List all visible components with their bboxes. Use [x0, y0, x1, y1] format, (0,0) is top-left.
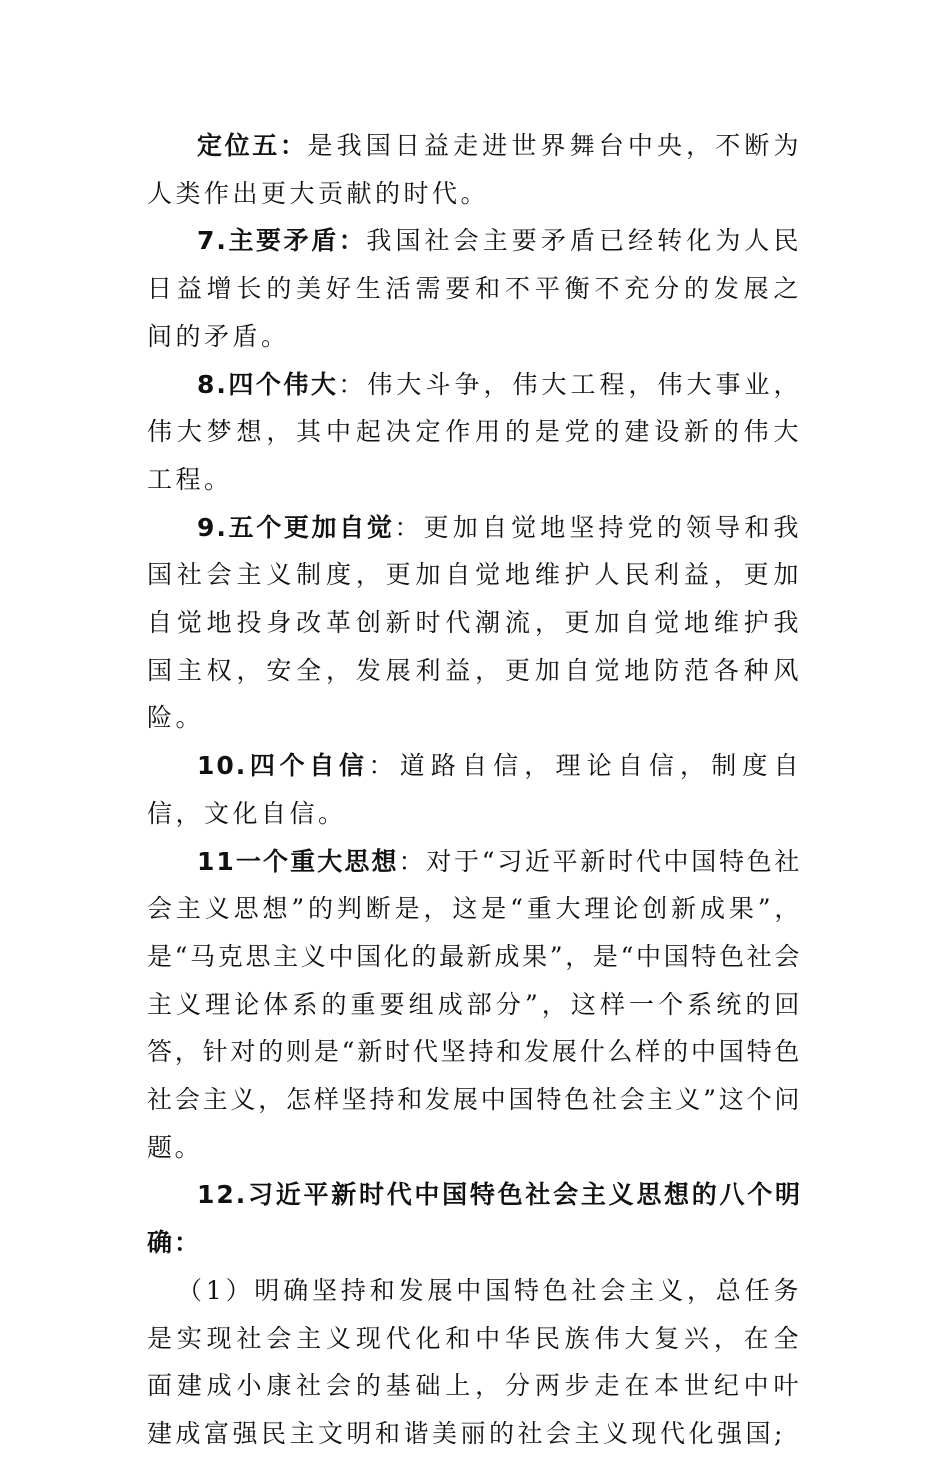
paragraph-body: 我国社会主要矛盾已经转化为人民日益增长的美好生活需要和不平衡不充分的发展之间的矛盾。 [147, 226, 802, 351]
paragraph-eight-clarifications-heading [147, 1171, 802, 1266]
paragraph-four-confidences [147, 742, 802, 837]
paragraph-body: ：对于“习近平新时代中国特色社会主义思想”的判断是，这是“重大理论创新成果”，是“马克思主义中国化的最新成果”，是“中国特色社会主义理论体系的重要组成部分”，这样一个系统的回答，针对的则是“新时代坚持和发展什么样的中国特色社会主义，怎样坚持和发展中国特色社会主义”这个问题。 [147, 846, 802, 1162]
paragraph-body: ：道路自信，理论自信，制度自信，文化自信。 [147, 751, 802, 828]
paragraph-body: （1）明确坚持和发展中国特色社会主义，总任务是实现社会主义现代化和中华民族伟大复兴，在全面建成小康社会的基础上，分两步走在本世纪中叶建成富强民主文明和谐美丽的社会主义现代化强国; [147, 1275, 802, 1448]
paragraph-term: 12.习近平新时代中国特色社会主义思想的八个明确： [147, 1180, 802, 1258]
paragraph-term: 10.四个自信 [197, 751, 369, 781]
paragraph-main-contradiction [147, 217, 802, 360]
paragraph-term: 8.四个伟大 [197, 369, 339, 399]
paragraph-term: 7.主要矛盾： [197, 226, 367, 256]
paragraph-body: ：更加自觉地坚持党的领导和我国社会主义制度，更加自觉地维护人民利益，更加自觉地投身改革创新时代潮流，更加自觉地维护我国主权，安全，发展利益，更加自觉地防范各种风险。 [147, 512, 802, 733]
paragraph-positioning-five [147, 122, 802, 217]
document-page [147, 122, 802, 1458]
paragraph-four-greats [147, 361, 802, 504]
paragraph-term: 定位五： [197, 131, 308, 160]
paragraph-clarification-one [147, 1267, 802, 1458]
paragraph-term: 9.五个更加自觉 [197, 512, 395, 542]
paragraph-body: 是我国日益走进世界舞台中央，不断为人类作出更大贡献的时代。 [147, 131, 802, 208]
paragraph-body: ：伟大斗争，伟大工程，伟大事业，伟大梦想，其中起决定作用的是党的建设新的伟大工程。 [147, 369, 802, 494]
paragraph-major-thought [147, 838, 802, 1172]
paragraph-term: 11一个重大思想 [197, 846, 399, 876]
paragraph-five-consciousness [147, 504, 802, 743]
